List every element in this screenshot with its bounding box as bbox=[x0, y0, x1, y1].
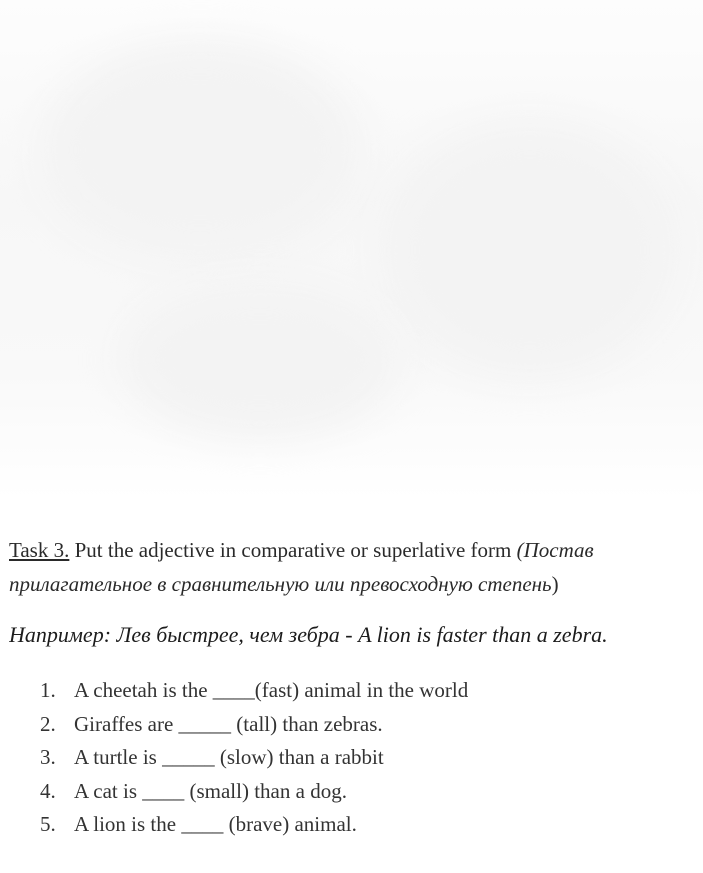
exercise-number: 4. bbox=[40, 778, 56, 803]
task-label: Task 3. bbox=[9, 538, 70, 562]
task-instruction-line bbox=[9, 537, 703, 563]
exercise-text: A lion is the ____ (brave) animal. bbox=[74, 812, 357, 836]
exercise-item bbox=[40, 775, 468, 809]
exercise-number: 3. bbox=[40, 745, 56, 769]
exercise-number: 2. bbox=[40, 711, 56, 736]
faded-blob bbox=[120, 280, 400, 440]
exercise-item bbox=[40, 674, 468, 708]
exercise-number: 5. bbox=[40, 812, 56, 836]
exercise-item bbox=[40, 808, 468, 842]
exercise-text: A cat is ____ (small) than a dog. bbox=[74, 778, 347, 803]
exercise-list bbox=[40, 674, 468, 842]
task-instruction-close: ) bbox=[551, 572, 559, 596]
exercise-text: Giraffes are _____ (tall) than zebras. bbox=[74, 711, 383, 736]
exercise-number: 1. bbox=[40, 678, 56, 702]
faded-blob bbox=[40, 40, 360, 260]
example-sentence: Например: Лев быстрее, чем зебра - A lion is faster than a zebra. bbox=[9, 622, 608, 647]
task-instruction-ru-line bbox=[9, 571, 559, 597]
exercise-text: A turtle is _____ (slow) than a rabbit bbox=[74, 745, 384, 769]
faded-blob bbox=[380, 120, 680, 380]
task-instruction-ru-start: (Постав bbox=[516, 538, 594, 562]
exercise-item bbox=[40, 741, 468, 775]
task-instruction-ru: прилагательное в сравнительную или превосходную степень bbox=[9, 572, 552, 596]
exercise-text: A cheetah is the ____(fast) animal in the world bbox=[74, 678, 469, 702]
exercise-item bbox=[40, 708, 468, 742]
task-instruction: Put the adjective in comparative or superlative form bbox=[69, 538, 517, 562]
